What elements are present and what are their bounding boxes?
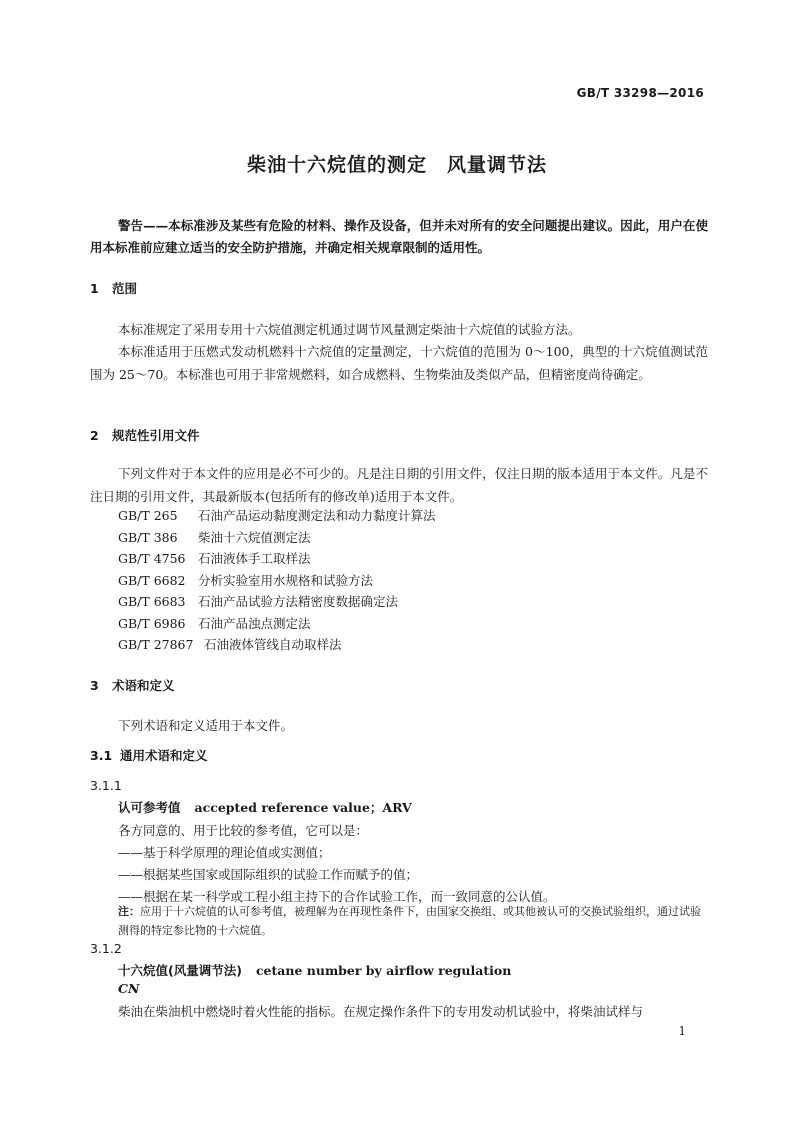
reference-item: GB/T 6986 石油产品浊点测定法 (118, 615, 311, 631)
section-1-number: 1 (90, 281, 99, 296)
section-1-paragraph-1: 本标准规定了采用专用十六烷值测定机通过调节风量测定柴油十六烷值的试验方法。 (118, 322, 581, 337)
section-2-heading (90, 426, 200, 444)
section-1-title: 范围 (112, 281, 138, 296)
definition-list-item: ——基于科学原理的理论值或实测值； (118, 845, 331, 860)
term-3-1-2-number: 3.1.2 (90, 941, 122, 956)
note-text: 应用于十六烷值的认可参考值，被理解为在再现性条件下，由国家交换组、或其他被认可的交换试验组织，通过试验测得的特定参比物的十六烷值。 (118, 905, 701, 937)
subsection-3-1-title: 通用术语和定义 (120, 748, 208, 763)
subsection-3-1-heading (90, 746, 208, 764)
note-label: 注： (118, 905, 140, 918)
warning-paragraph: 警告——本标准涉及某些有危险的材料、操作及设备，但并未对所有的安全问题提出建议。因此，用户在使用本标准前应建立适当的安全防护措施，并确定相关规章限制的适用性。 (90, 218, 708, 255)
reference-list (118, 506, 436, 657)
term-3-1-2-chinese: 十六烷值(风量调节法) (118, 963, 242, 978)
subsection-3-1-number: 3.1 (90, 748, 113, 763)
reference-item: GB/T 6683 石油产品试验方法精密度数据确定法 (118, 594, 398, 609)
term-3-1-2-abbreviation: CN (118, 981, 140, 996)
term-3-1-2-definition: 柴油在柴油机中燃烧时着火性能的指标。在规定操作条件下的专用发动机试验中，将柴油试样与 (118, 1004, 644, 1019)
reference-item: GB/T 27867 石油液体管线自动取样法 (118, 637, 342, 652)
page-number: 1 (678, 1024, 686, 1038)
term-3-1-1-note (118, 902, 708, 940)
section-1-paragraph-2: 本标准适用于压燃式发动机燃料十六烷值的定量测定，十六烷值的范围为 0～100，典型的十六烷值测试范围为 25～70。本标准也可用于非常规燃料，如合成燃料、生物柴油及类似产品，但精密度尚待确定。 (90, 344, 708, 382)
term-3-1-2-heading (118, 961, 511, 979)
section-2-number: 2 (90, 428, 99, 443)
term-3-1-2-english: cetane number by airflow regulation (255, 963, 512, 978)
definition-list-item: ——根据某些国家或国际组织的试验工作而赋予的值； (118, 867, 419, 882)
section-3-paragraph-1: 下列术语和定义适用于本文件。 (118, 718, 294, 733)
section-3-title: 术语和定义 (112, 678, 175, 693)
definition-list-item: ——根据在某一科学或工程小组主持下的合作试验工作，而一致同意的公认值。 (118, 889, 556, 904)
document-title: 柴油十六烷值的测定 风量调节法 (246, 154, 547, 176)
term-3-1-1-heading (118, 798, 412, 816)
section-1-heading (90, 279, 137, 297)
section-2-paragraph-1: 下列文件对于本文件的应用是必不可少的。凡是注日期的引用文件，仅注日期的版本适用于本文件。凡是不注日期的引用文件，其最新版本(包括所有的修改单)适用于本文件。 (90, 466, 708, 504)
section-3-number: 3 (90, 678, 99, 693)
standard-code: GB/T 33298—2016 (576, 86, 704, 100)
reference-item: GB/T 6682 分析实验室用水规格和试验方法 (118, 572, 373, 588)
reference-item: GB/T 4756 石油液体手工取样法 (118, 551, 311, 566)
term-3-1-1-definition: 各方同意的、用于比较的参考值，它可以是： (118, 823, 369, 838)
reference-item: GB/T 265 石油产品运动黏度测定法和动力黏度计算法 (118, 508, 436, 523)
reference-item: GB/T 386 柴油十六烷值测定法 (118, 529, 311, 545)
section-3-heading (90, 676, 175, 694)
term-3-1-1-english: accepted reference value；ARV (194, 800, 412, 815)
section-2-title: 规范性引用文件 (112, 428, 200, 443)
term-3-1-1-number: 3.1.1 (90, 778, 122, 793)
term-3-1-1-chinese: 认可参考值 (118, 800, 181, 815)
